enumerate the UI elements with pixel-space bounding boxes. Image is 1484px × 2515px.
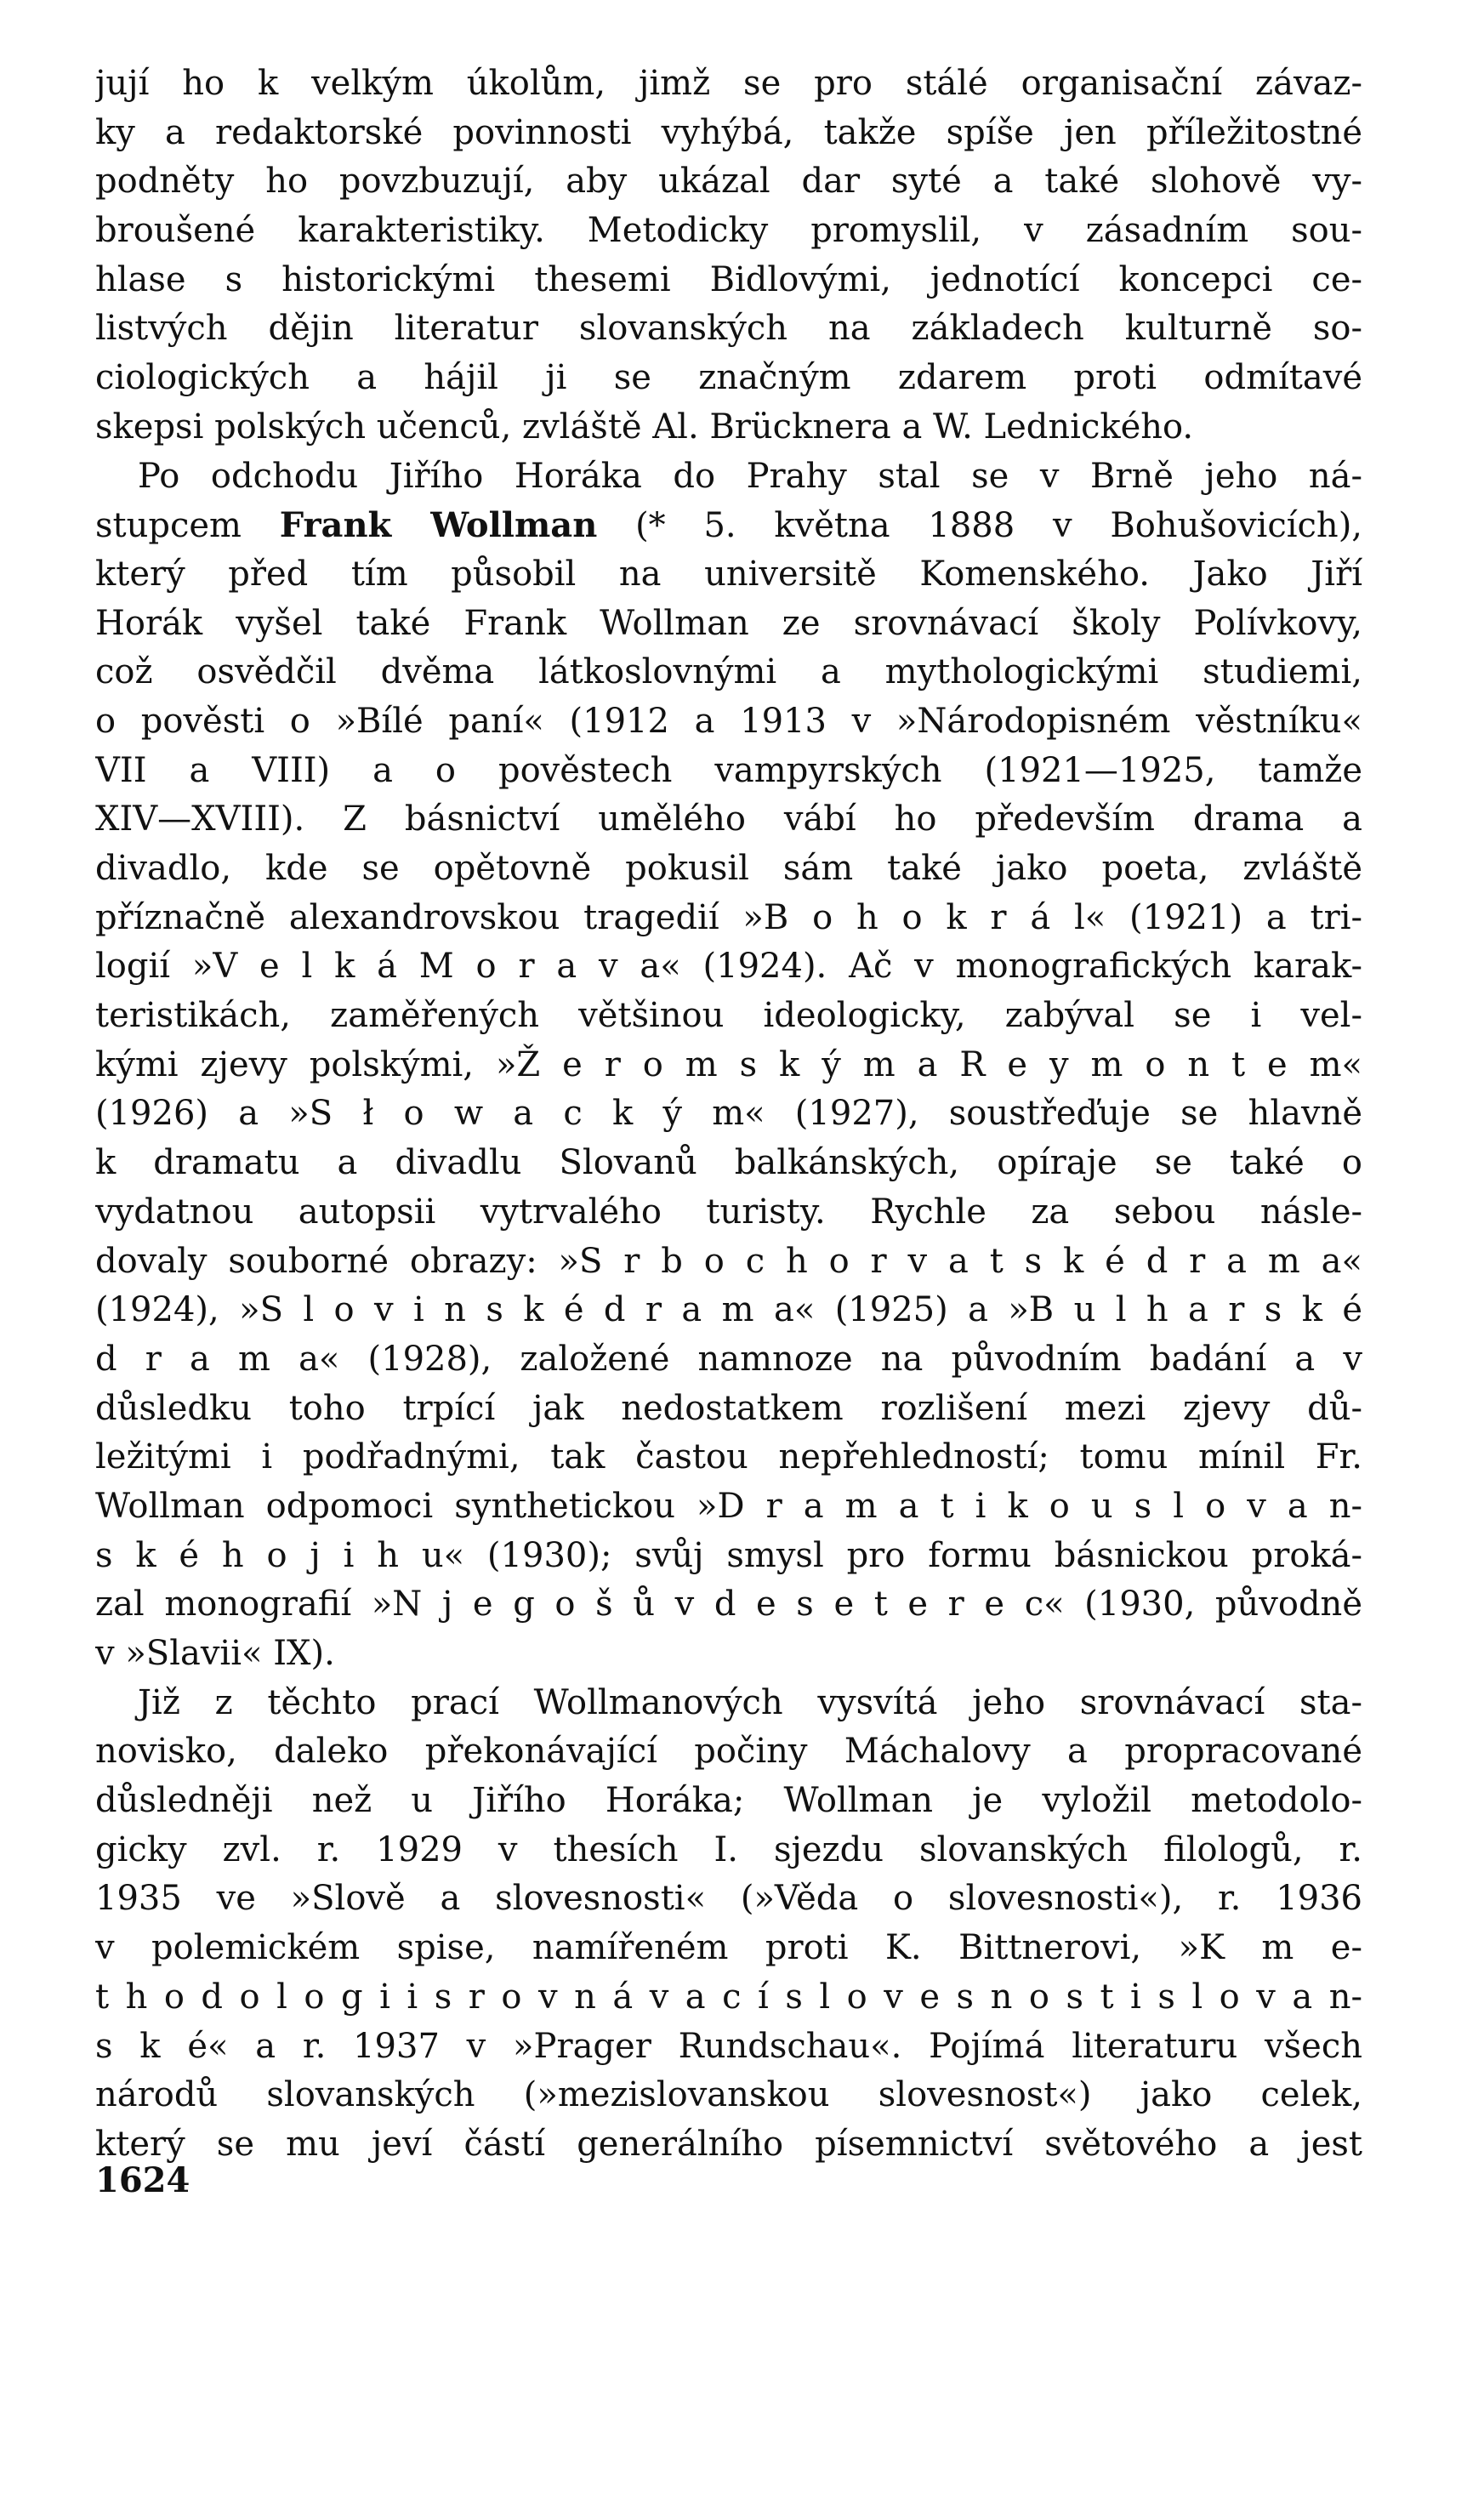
text-line: příznačně alexandrovskou tragedií »B o h o k r á l« (1921) a tri- bbox=[95, 897, 1362, 937]
text-line: který před tím působil na universitě Komenského. Jako Jiří bbox=[95, 554, 1362, 594]
text-line: národů slovanských (»mezislovanskou slovesnost«) jako celek, bbox=[95, 2075, 1362, 2115]
text-line: skepsi polských učenců, zvláště Al. Brücknera a W. Lednického. bbox=[95, 407, 1194, 447]
text-line: (1926) a »S ł o w a c k ý m« (1927), soustřeďuje se hlavně bbox=[95, 1094, 1362, 1134]
text-fragment: stupcem bbox=[95, 506, 280, 546]
text-line: v polemickém spise, namířeném proti K. Bittnerovi, »K m e- bbox=[95, 1928, 1362, 1968]
text-line: logií »V e l k á M o r a v a« (1924). Ač v monografických karak- bbox=[95, 947, 1362, 987]
text-line: ky a redaktorské povinnosti vyhýbá, takže spíše jen příležitostné bbox=[95, 112, 1362, 152]
text-line: důsledněji než u Jiřího Horáka; Wollman je vyložil metodolo- bbox=[95, 1781, 1362, 1821]
text-line: novisko, daleko překonávající počiny Máchalovy a propracované bbox=[95, 1732, 1362, 1772]
text-line: Wollman odpomoci synthetickou »D r a m a t i k o u s l o v a n- bbox=[95, 1486, 1362, 1526]
text-line: kými zjevy polskými, »Ž e r o m s k ý m a R e y m o n t e m« bbox=[95, 1044, 1362, 1084]
text-line: k dramatu a divadlu Slovanů balkánských, opíraje se také o bbox=[95, 1143, 1362, 1183]
text-line: ležitými i podřadnými, tak častou nepřehledností; tomu mínil Fr. bbox=[95, 1437, 1362, 1477]
text-column bbox=[95, 60, 1362, 2170]
person-name-bold: Frank Wollman bbox=[279, 505, 598, 546]
text-line: Horák vyšel také Frank Wollman ze srovnávací školy Polívkovy, bbox=[95, 603, 1362, 643]
text-line: teristikách, zaměřených většinou ideologicky, zabýval se i vel- bbox=[95, 996, 1362, 1036]
page-number: 1624 bbox=[95, 2160, 190, 2200]
text-line-with-name bbox=[95, 501, 1362, 550]
text-line: 1935 ve »Slově a slovesnosti« (»Věda o slovesnosti«), r. 1936 bbox=[95, 1879, 1362, 1919]
text-line: vydatnou autopsii vytrvalého turisty. Rychle za sebou násle- bbox=[95, 1192, 1362, 1232]
text-line: podněty ho povzbuzují, aby ukázal dar syté a také slohově vy- bbox=[95, 162, 1362, 202]
text-line: XIV—XVIII). Z básnictví umělého vábí ho především drama a bbox=[95, 799, 1362, 839]
text-line: t h o d o l o g i i s r o v n á v a c í s l o v e s n o s t i s l o v a n- bbox=[95, 1977, 1362, 2017]
text-line: listvých dějin literatur slovanských na základech kulturně so- bbox=[95, 309, 1362, 349]
text-line: (1924), »S l o v i n s k é d r a m a« (1925) a »B u l h a r s k é bbox=[95, 1290, 1362, 1330]
text-line: ciologických a hájil ji se značným zdarem proti odmítavé bbox=[95, 358, 1362, 398]
text-line: gicky zvl. r. 1929 v thesích I. sjezdu slovanských filologů, r. bbox=[95, 1829, 1362, 1869]
text-line: což osvědčil dvěma látkoslovnými a mythologickými studiemi, bbox=[95, 652, 1362, 692]
text-line: o pověsti o »Bílé paní« (1912 a 1913 v »Národopisném věstníku« bbox=[95, 701, 1362, 741]
text-line: hlase s historickými thesemi Bidlovými, jednotící koncepci ce- bbox=[95, 259, 1362, 299]
text-line: který se mu jeví částí generálního písemnictví světového a jest bbox=[95, 2124, 1362, 2164]
text-line: v »Slavii« IX). bbox=[95, 1634, 335, 1673]
text-line: dovaly souborné obrazy: »S r b o c h o r v a t s k é d r a m a« bbox=[95, 1241, 1362, 1281]
text-line: s k é« a r. 1937 v »Prager Rundschau«. Pojímá literaturu všech bbox=[95, 2026, 1362, 2066]
text-line: s k é h o j i h u« (1930); svůj smysl pro formu básnickou proká- bbox=[95, 1535, 1362, 1575]
text-line: zal monografií »N j e g o š ů v d e s e t e r e c« (1930, původně bbox=[95, 1585, 1362, 1625]
text-line: VII a VIII) a o pověstech vampyrských (1921—1925, tamže bbox=[95, 750, 1362, 790]
text-fragment: (* 5. května 1888 v Bohušovicích), bbox=[597, 506, 1362, 546]
text-line: jují ho k velkým úkolům, jimž se pro stálé organisační závaz- bbox=[95, 64, 1362, 103]
paragraph-start-line: Již z těchto prací Wollmanových vysvítá jeho srovnávací sta- bbox=[138, 1682, 1362, 1722]
text-line: d r a m a« (1928), založené namnoze na původním badání a v bbox=[95, 1339, 1362, 1379]
text-line: broušené karakteristiky. Metodicky promyslil, v zásadním sou- bbox=[95, 211, 1362, 251]
text-line: důsledku toho trpící jak nedostatkem rozlišení mezi zjevy dů- bbox=[95, 1388, 1362, 1428]
paragraph-start-line: Po odchodu Jiřího Horáka do Prahy stal se v Brně jeho ná- bbox=[138, 456, 1362, 496]
text-line: divadlo, kde se opětovně pokusil sám také jako poeta, zvláště bbox=[95, 849, 1362, 888]
